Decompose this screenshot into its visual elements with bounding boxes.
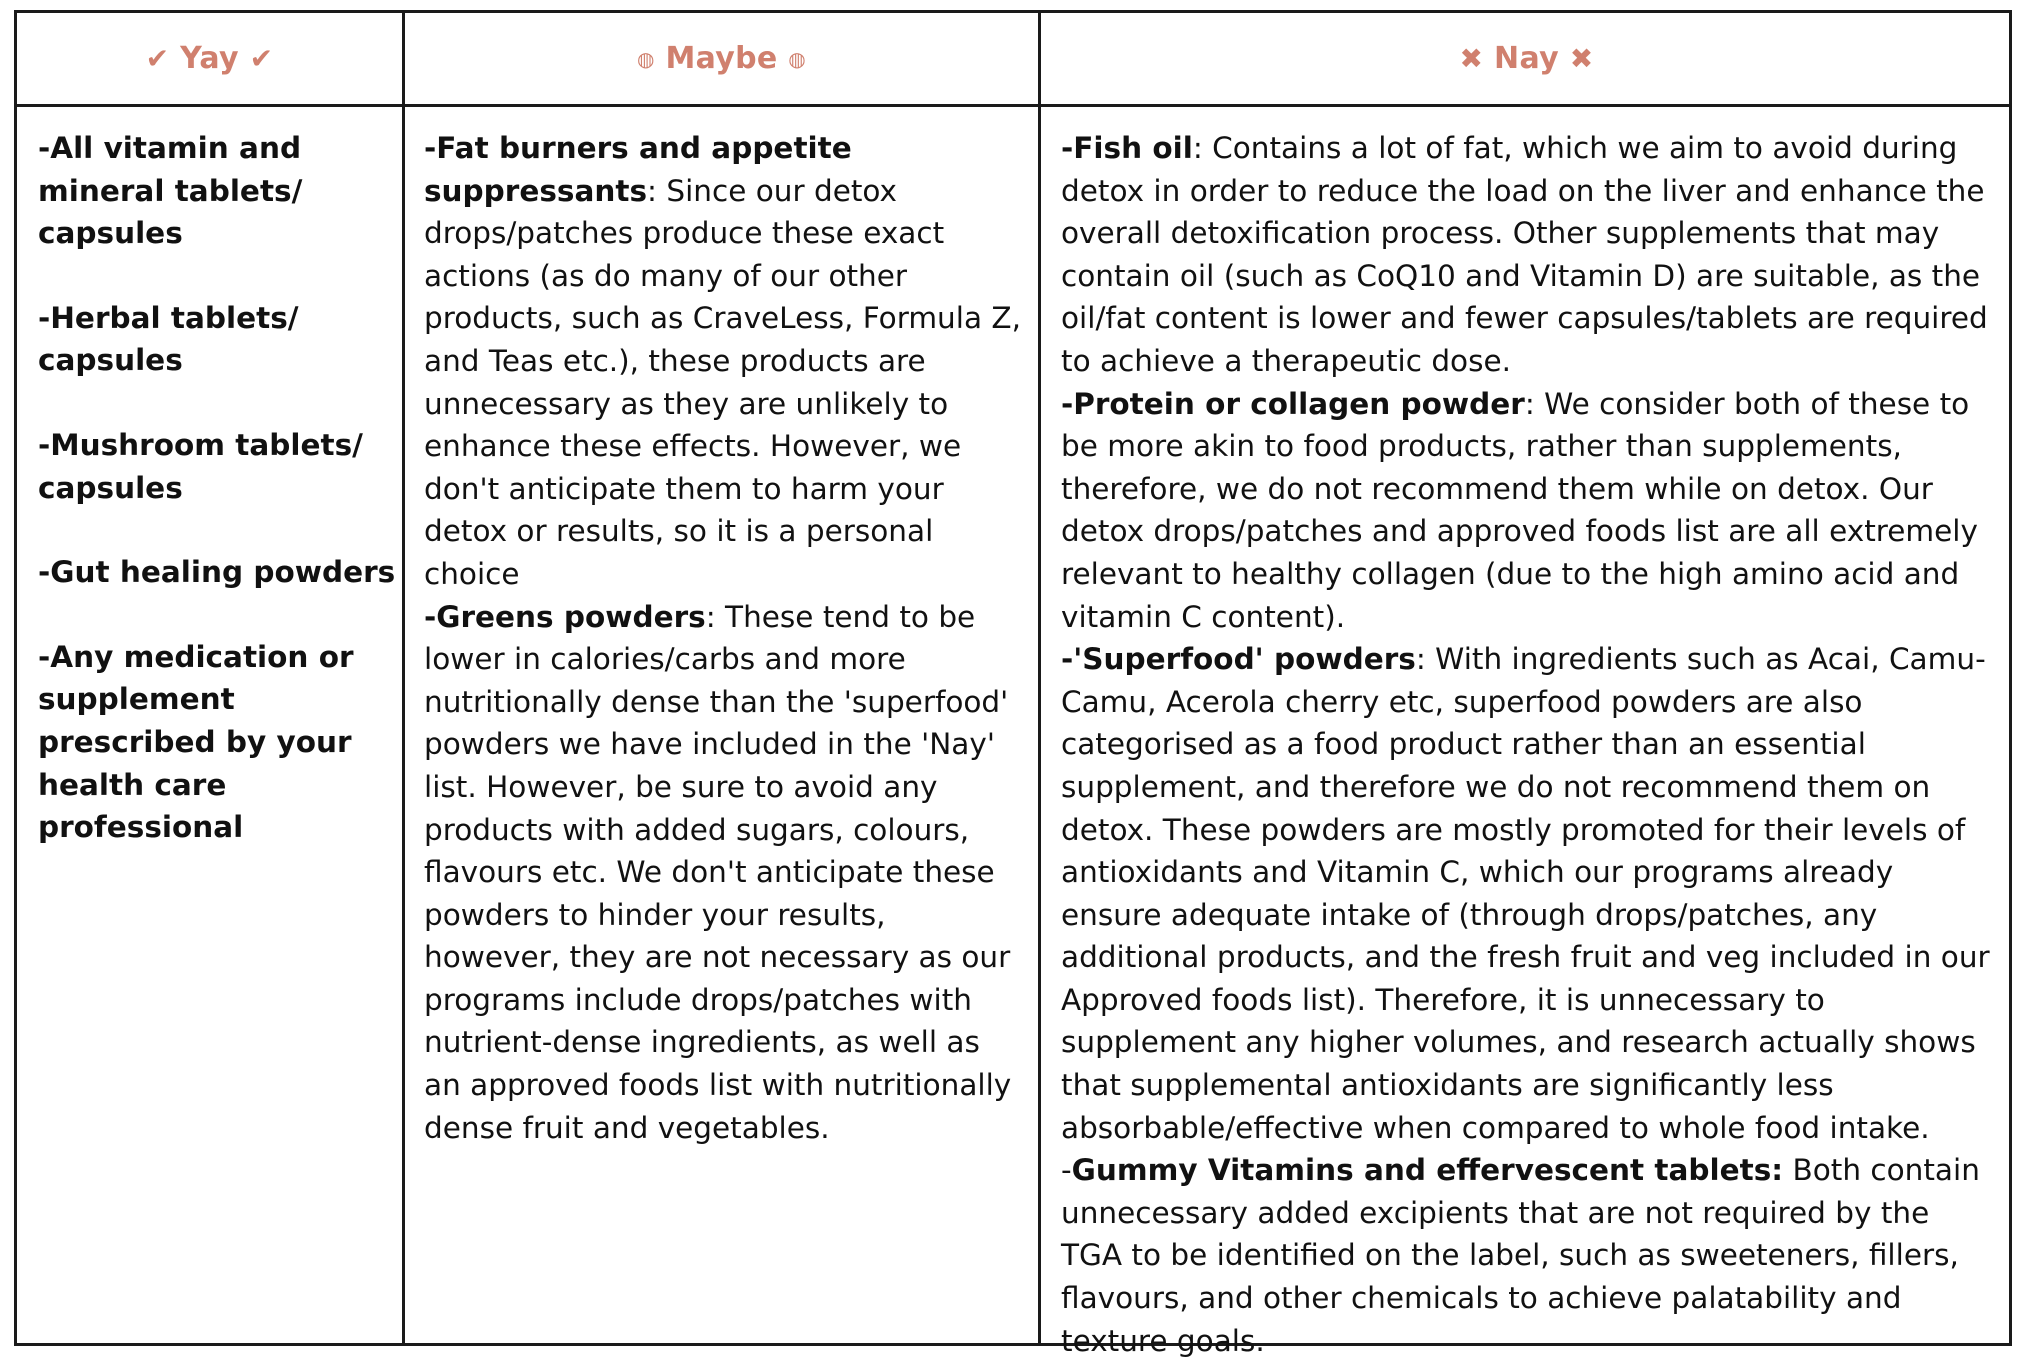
maybe-entry (424, 596, 1024, 1150)
header-nay (1041, 13, 2012, 104)
yay-column (38, 127, 398, 849)
checkmark-icon: ✔ (145, 42, 170, 75)
header-divider (17, 104, 2009, 107)
header-yay (17, 13, 402, 104)
yay-item: -Herbal tablets/ capsules (38, 300, 299, 378)
maybe-entry (424, 127, 1024, 596)
nay-entry-text: Both contain unnecessary added excipients that are not required by the TGA to be identified on the label, such as sweeteners, fillers, flavours, and other chemicals to achieve palatability and texture goals. (1061, 1153, 1980, 1358)
column-divider (1038, 13, 1041, 1343)
header-yay-label: Yay (180, 41, 239, 76)
nay-entry (1061, 1149, 1996, 1362)
cross-icon: ✖ (1459, 42, 1484, 75)
circle-icon: ◍ (788, 46, 807, 71)
nay-entry-title: -Fish oil (1061, 131, 1193, 165)
nay-entry-text: : We consider both of these to be more akin to food products, rather than supplements, therefore, we do not recommend them while on detox. Our detox drops/patches and approved foods list are all extremely relevant to healthy collagen (due to the high amino acid and vitamin C content). (1061, 386, 1978, 634)
nay-column (1061, 127, 1996, 1362)
checkmark-icon: ✔ (249, 42, 274, 75)
maybe-entry-title: -Fat burners and appetite suppressants (424, 131, 852, 208)
nay-entry-text: : With ingredients such as Acai, Camu-Camu, Acerola cherry etc, superfood powders are also categorised as a food product rather than an essential supplement, and therefore we do not recommend them on detox. These powders are mostly promoted for their levels of antioxidants and Vitamin C, which our programs already ensure adequate intake of (through drops/patches, any additional products, and the fresh fruit and veg included in our Approved foods list). Therefore, it is unnecessary to supplement any higher volumes, and research actually shows that supplemental antioxidants are significantly less absorbable/effective when compared to whole food intake. (1061, 642, 1990, 1145)
nay-entry-text: : Contains a lot of fat, which we aim to avoid during detox in order to reduce the load on the liver and enhance the overall detoxification process. Other supplements that may contain oil (such as CoQ10 and Vitamin D) are suitable, as the oil/fat content is lower and fewer capsules/tablets are required to achieve a therapeutic dose. (1061, 131, 1988, 378)
maybe-entry-title: -Greens powders (424, 599, 706, 634)
header-nay-label: Nay (1494, 41, 1559, 76)
nay-entry-title: -'Superfood' powders (1061, 642, 1416, 677)
nay-entry-title: -Protein or collagen powder (1061, 386, 1525, 421)
yay-item: -Any medication or supplement prescribed by your health care professional (38, 639, 354, 845)
nay-entry-prefix: - (1061, 1153, 1072, 1188)
header-maybe (405, 13, 1038, 104)
nay-entry (1061, 127, 1996, 383)
cross-icon: ✖ (1569, 42, 1594, 75)
nay-entry-title: Gummy Vitamins and effervescent tablets: (1071, 1153, 1784, 1188)
maybe-column (424, 127, 1024, 1149)
yay-item: -All vitamin and mineral tablets/ capsules (38, 131, 303, 251)
yay-item: -Mushroom tablets/ capsules (38, 427, 363, 505)
supplement-guide-table (14, 10, 2012, 1358)
maybe-entry-text: : These tend to be lower in calories/carbs and more nutritionally dense than the 'superfood' powders we have included in the 'Nay' list. However, be sure to avoid any products with added sugars, colours, flavours etc. We don't anticipate these powders to hinder your results, however, they are not necessary as our programs include drops/patches with nutrient-dense ingredients, as well as an approved foods list with nutritionally dense fruit and vegetables. (424, 599, 1012, 1145)
nay-entry (1061, 638, 1996, 1149)
header-maybe-label: Maybe (665, 41, 778, 76)
maybe-entry-text: : Since our detox drops/patches produce these exact actions (as do many of our other products, such as CraveLess, Formula Z, and Teas etc.), these products are unnecessary as they are unlikely to enhance these effects. However, we don't anticipate them to harm your detox or results, so it is a personal choice (424, 173, 1021, 591)
column-divider (402, 13, 405, 1343)
circle-icon: ◍ (636, 46, 655, 71)
yay-item: -Gut healing powders (38, 555, 396, 590)
nay-entry (1061, 383, 1996, 639)
